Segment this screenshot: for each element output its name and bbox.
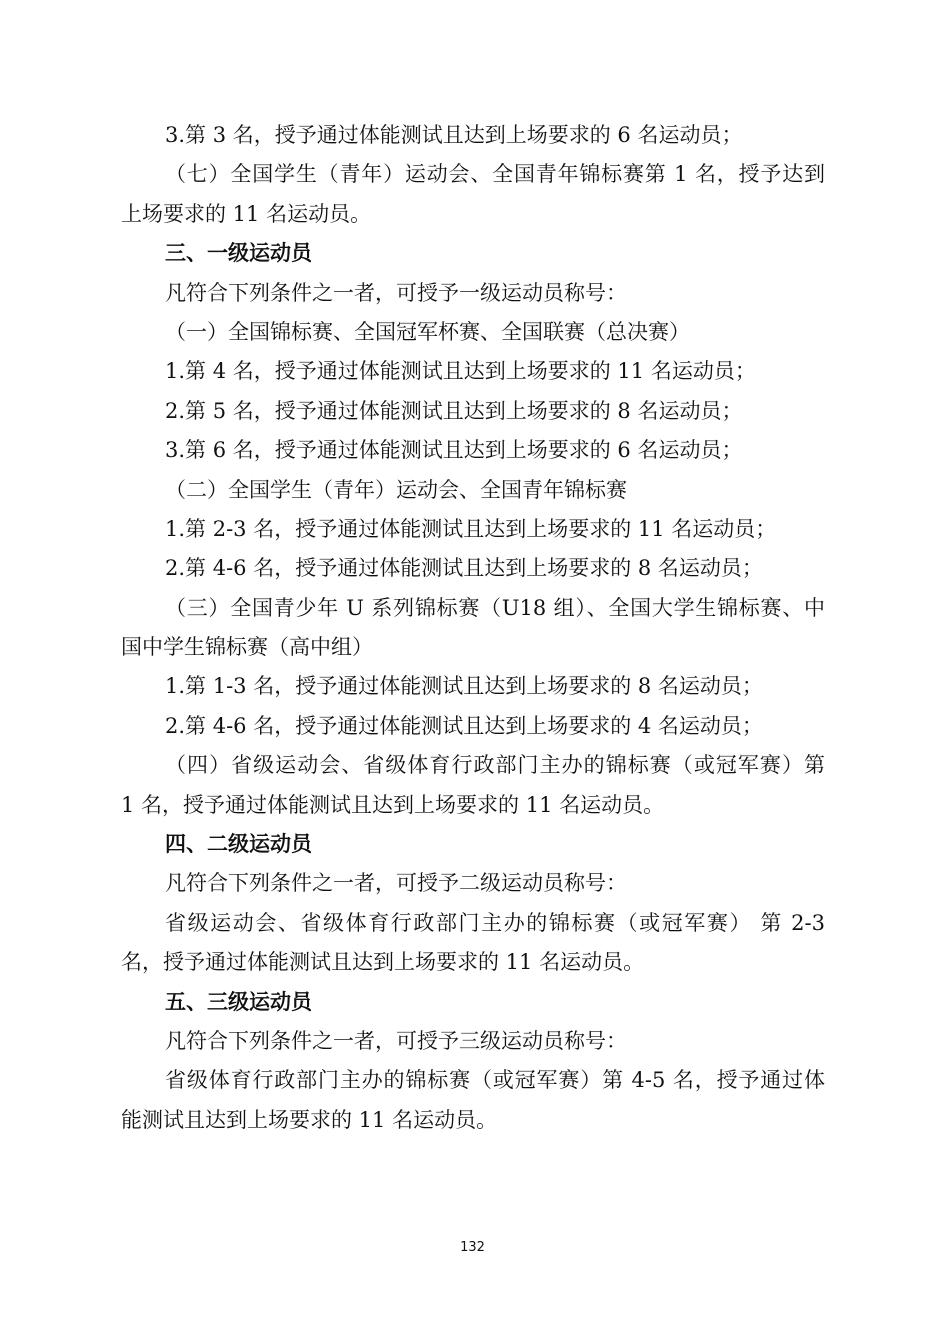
clause-two-item-2: 2.第 4-6 名，授予通过体能测试且达到上场要求的 8 名运动员； [165,556,763,581]
level-one-intro: 凡符合下列条件之一者，可授予一级运动员称号： [165,280,627,305]
clause-three-line-1: （三）全国青少年 U 系列锦标赛（U18 组）、全国大学生锦标赛、中 [165,595,825,620]
clause-two-item-1: 1.第 2-3 名，授予通过体能测试且达到上场要求的 11 名运动员； [165,516,777,541]
document-body [121,116,825,1140]
clause-one-item-1: 1.第 4 名，授予通过体能测试且达到上场要求的 11 名运动员； [165,359,756,384]
clause-one-item-2: 2.第 5 名，授予通过体能测试且达到上场要求的 8 名运动员； [165,398,743,423]
clause-seven-line-1: （七）全国学生（青年）运动会、全国青年锦标赛第 1 名，授予达到 [165,162,825,187]
clause-three-line-2: 国中学生锦标赛（高中组） [121,635,373,660]
level-three-rule-line-1: 省级体育行政部门主办的锦标赛（或冠军赛）第 4-5 名，授予通过体 [165,1068,825,1093]
clause-one-item-3: 3.第 6 名，授予通过体能测试且达到上场要求的 6 名运动员； [165,438,743,463]
page-number: 132 [460,1240,485,1255]
clause-three-item-1: 1.第 1-3 名，授予通过体能测试且达到上场要求的 8 名运动员； [165,674,763,699]
clause-three-item-2: 2.第 4-6 名，授予通过体能测试且达到上场要求的 4 名运动员； [165,713,763,738]
section-heading-level-two: 四、二级运动员 [165,832,312,857]
level-two-rule-line-2: 名，授予通过体能测试且达到上场要求的 11 名运动员。 [121,950,645,975]
section-heading-level-three: 五、三级运动员 [165,989,312,1014]
level-two-intro: 凡符合下列条件之一者，可授予二级运动员称号： [165,871,627,896]
clause-seven-line-2: 上场要求的 11 名运动员。 [121,201,372,226]
section-heading-level-one: 三、一级运动员 [165,241,312,266]
level-three-intro: 凡符合下列条件之一者，可授予三级运动员称号： [165,1028,627,1053]
clause-four-line-1: （四）省级运动会、省级体育行政部门主办的锦标赛（或冠军赛）第 [165,753,825,778]
list-item-3-sixth-rank: 3.第 3 名，授予通过体能测试且达到上场要求的 6 名运动员； [165,123,743,147]
clause-one: （一）全国锦标赛、全国冠军杯赛、全国联赛（总决赛） [165,319,690,344]
level-three-rule-line-2: 能测试且达到上场要求的 11 名运动员。 [121,1107,498,1132]
level-two-rule-line-1: 省级运动会、省级体育行政部门主办的锦标赛（或冠军赛） 第 2-3 [165,910,825,935]
clause-two: （二）全国学生（青年）运动会、全国青年锦标赛 [165,477,627,502]
clause-four-line-2: 1 名，授予通过体能测试且达到上场要求的 11 名运动员。 [121,792,665,817]
